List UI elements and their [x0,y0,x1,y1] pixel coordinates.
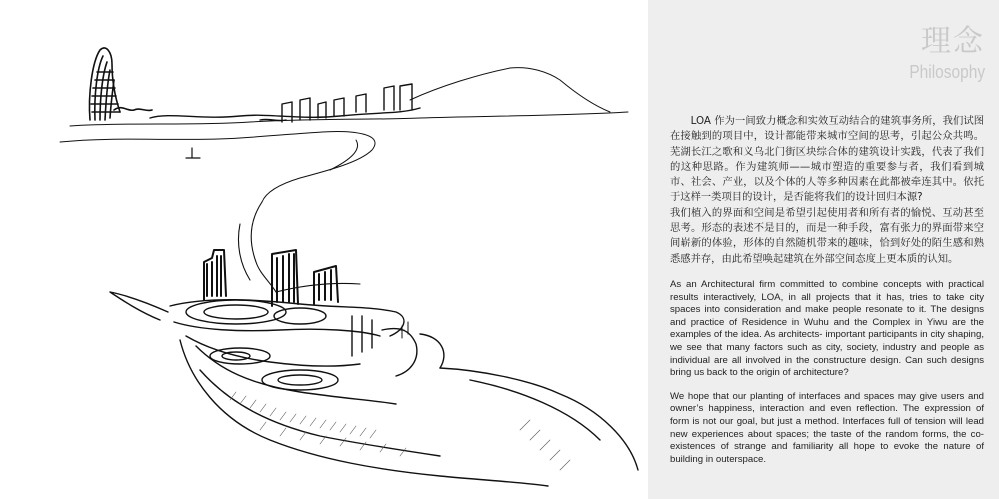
title-english: Philosophy [909,62,985,82]
distant-hill [410,68,610,112]
boat [186,148,200,158]
waterfront-buildings [150,84,420,122]
paragraph-cn-2: 我们植入的界面和空间是希望引起使用者和所有者的愉悦、互动甚至思考。形态的表述不是目的，而是一种手段，富有张力的界面带来空间崭新的体验，形体的自然随机带来的趣味，恰到好处的陌生感和熟悉感并存，由此希望唤起建筑在外部空间态度上更本质的认知。 [670,206,984,265]
hatching [230,392,570,470]
winding-paths [238,202,360,292]
philosophy-panel [648,0,999,499]
shoreline [60,112,628,202]
title-chinese: 理念 [921,24,985,59]
paragraph-cn-1: LOA 作为一间致力概念和实效互动结合的建筑事务所，我们试图在接触到的项目中，设计都能带来城市空间的思考，引起公众共鸣。芜湖长江之歌和义乌北门街区块综合体的建筑设计实践，代表了我们的这种思路。作为建筑师——城市塑造的重要参与者，我们看到城市、社会、产业，以及个体的人等多种因素在此都被牵连其中。依托于这样一类项目的设计，是否能将我们的设计回归本源? [670,115,984,204]
island-complex [110,292,638,486]
paragraph-en-2: We hope that our planting of interfaces and spaces may give users and owner’s happiness, interaction and even reflection. The expression of form is not our goal, but just a method. Interfaces full of tension will lead new experiences about spaces; the taste of the random forms, the co-existences of strange and familiarity all hope to evoke the nature of building in outerspace. [670,390,984,465]
paragraph-en-1: As an Architectural firm committed to combine concepts with practical results interactively, LOA, in all projects that it has, tries to take city spaces into consideration and make people resonate to it. The designs and practice of Residence in Wuhu and the Complex in Yiwu are the examples of the idea. As architects- important participants in city shaping, we see that many factors such as city, society, industry and people as individual are all involved in the constructure design. Can such designs bring us back to the origin of architecture? [670,278,984,379]
skyline-tower [89,48,152,120]
foreground-towers [204,250,338,306]
philosophy-text [670,114,984,466]
